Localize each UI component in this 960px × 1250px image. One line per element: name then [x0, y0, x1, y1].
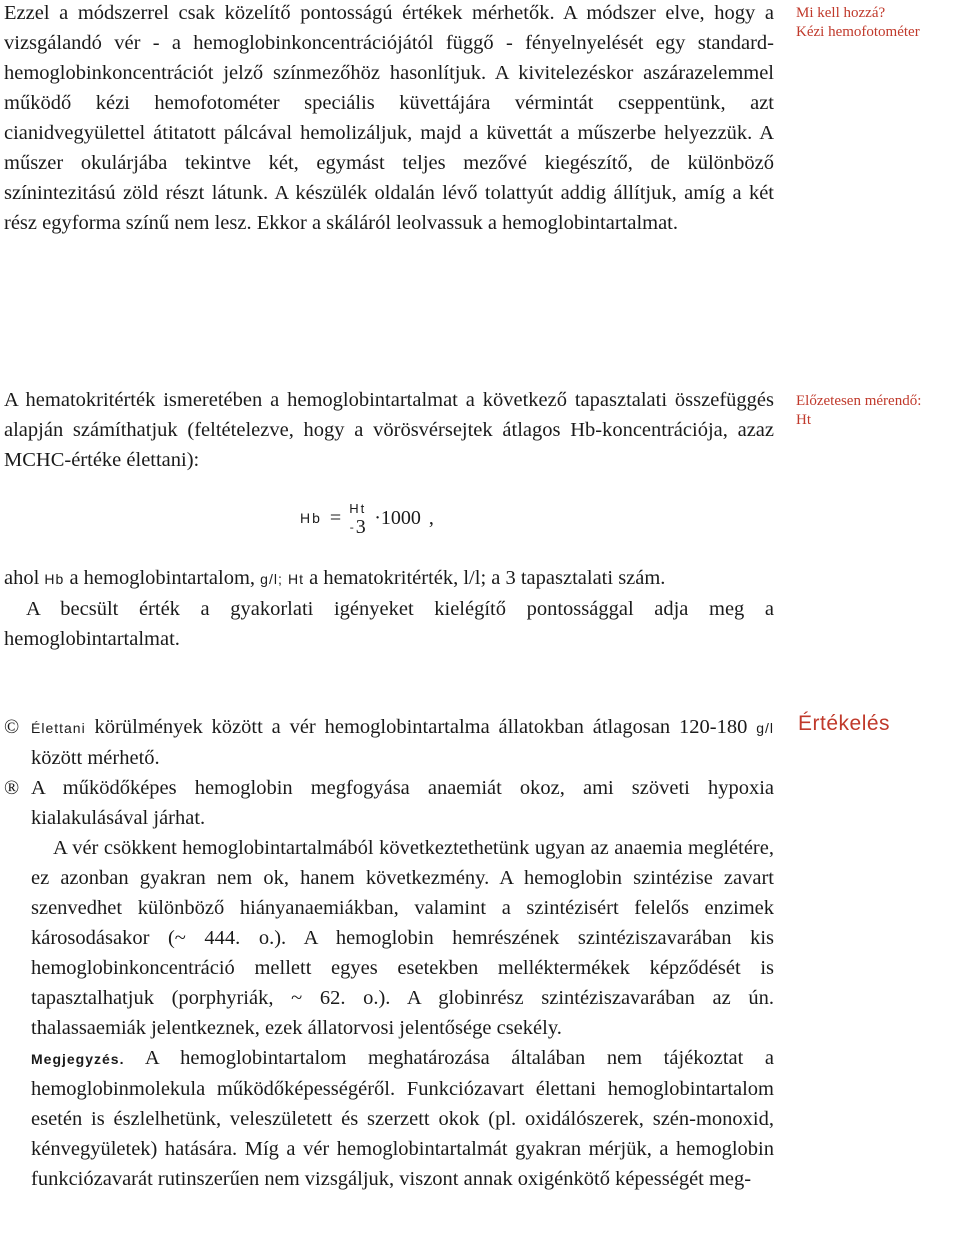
hemoglobin-formula — [300, 500, 434, 536]
formula-equals: = — [329, 506, 342, 529]
method-paragraph: Ezzel a módszerrel csak közelítő pontosságú értékek mérhetők. A módszer elve, hogy a vizsgálandó vér - a hemoglobinkoncentrációjától függő - fényelnyelését egy standard-hemoglobinkoncentrációt jelző színmezőhöz hasonlítjuk. A kivitelezéskor aszárazelemmel működő kézi hemofotométer speciális küvettájára vérmintát cseppentünk, azt cianidvegyülettel átitatott pálcával hemolizáljuk, majd a küvettát a műszerbe helyezzük. A műszer okulárjába tekintve két, egymást teljes mezővé kiegészítő, de különböző színintezitású zöld részt látunk. A készülék oldalán lévő tolattyút addig állítjuk, amíg a két rész egyforma színű nem lesz. Ekkor a skáláról leolvassuk a hemoglobintartalmat. — [4, 2, 774, 234]
where-hb-text: a hemoglobintartalom, — [69, 567, 256, 589]
where-ht-text: a hematokritérték, l/l; a 3 tapasztalati szám. — [309, 567, 666, 589]
list-item — [4, 712, 774, 773]
estimate-paragraph: A becsült érték a gyakorlati igényeket kielégítő pontossággal adja meg a hemoglobintartalmat. — [4, 598, 774, 650]
item1-tail: között mérhető. — [31, 747, 160, 769]
formula-comma: , — [428, 506, 434, 529]
note-text: A hemoglobintartalom meghatározása általában nem tájékoztat a hemoglobinmolekula működőképességéről. Funkciózavart élettani hemoglobintartalom esetén is észlelhetünk, veleszületett és szerzett okok (pl. oxidálószerek, szén-monoxid, kénvegyületek) hatására. Míg a vér hemoglobintartalmát gyakran mérjük, a hemoglobin funkciózavarát rutinszerűen nem vizsgáljuk, viszont annak oxigénkötő képességét meg- — [31, 1047, 775, 1190]
where-ht-symbol: Ht — [287, 571, 304, 587]
section-method-description — [4, 0, 774, 238]
formula-fraction — [349, 500, 366, 536]
item1-lead: Élettani — [31, 720, 86, 736]
where-prefix: ahol — [4, 567, 40, 589]
formula-numerator: Ht — [349, 501, 367, 516]
margin-note-requirements — [796, 4, 956, 42]
hematocrit-paragraph: A hematokritérték ismeretében a hemoglobintartalmat a következő tapasztalati összefüggés alapján számíthatjuk (feltételezve, hogy a vörösvérsejtek átlagos Hb-koncentrációja, azaz MCHC-értéke élettani): — [4, 389, 774, 471]
copyright-icon: © — [4, 716, 20, 738]
formula-denominator: 3 — [355, 516, 366, 538]
margin-prerequisite-value: Ht — [796, 412, 811, 428]
note-label: Megjegyzés. — [31, 1051, 125, 1067]
registered-icon: ® — [4, 777, 20, 799]
formula-minus: - — [349, 520, 354, 534]
section-hematocrit-calculation — [4, 385, 774, 475]
item1-text: körülmények között a vér hemoglobintartalma állatokban átlagosan 120-180 — [94, 716, 748, 738]
margin-prerequisite-label: Előzetesen mérendő: — [796, 393, 922, 409]
where-paragraph — [4, 563, 774, 594]
formula-explanation — [4, 563, 774, 654]
where-hb-symbol: Hb — [44, 571, 65, 587]
list-item — [4, 773, 774, 833]
anaemia-paragraph: A vér csökkent hemoglobintartalmából következtethetünk ugyan az anaemia meglétére, ez azonban gyakran nem ok, hanem következmény. A hemoglobin szintézise zavart szenvedhet különböző hiányanaemiákban, valamint a szintézisért felelős enzimek károsodásakor (~ 444. o.). A hemoglobin hemrészének szintéziszavarában kis hemoglobinkoncentráció mellett egyes esetekben melléktermékek képződését is tapasztalhatjuk (porphyriák, ~ 62. o.). A globinrész szintéziszavarában az ún. thalassaemiák jelentkeznek, ezek állatorvosi jelentősége csekély. — [31, 837, 774, 1039]
margin-heading-evaluation: Értékelés — [798, 712, 891, 735]
margin-question: Mi kell hozzá? — [796, 5, 886, 21]
formula-factor: ·1000 — [374, 506, 421, 529]
formula-lhs: Hb — [300, 510, 322, 526]
note-paragraph — [4, 1043, 774, 1194]
where-unit: g/l; — [260, 571, 283, 587]
margin-note-prerequisite — [796, 392, 956, 430]
item1-unit: g/l — [756, 720, 774, 736]
section-evaluation — [4, 712, 774, 1194]
margin-instrument: Kézi hemofotométer — [796, 24, 920, 40]
item2-text: A működőképes hemoglobin megfogyása anaemiát okoz, ami szöveti hypoxia kialakulásával járhat. — [31, 777, 774, 829]
